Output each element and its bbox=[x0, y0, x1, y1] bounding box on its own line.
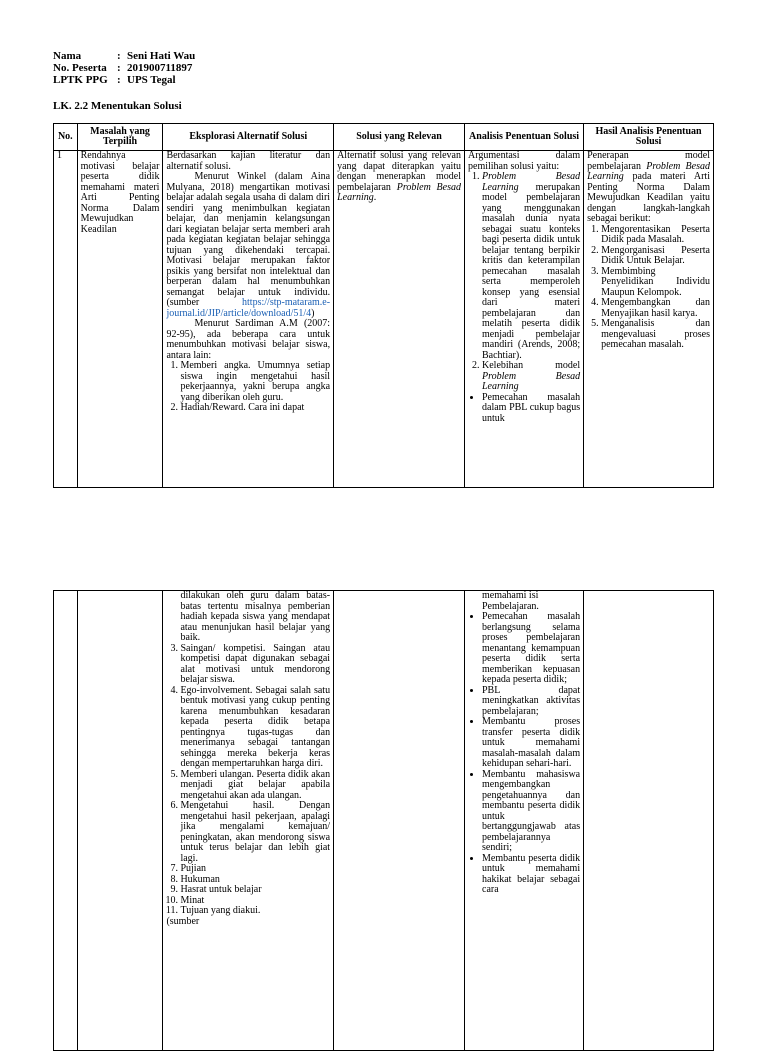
peserta-label: No. Peserta bbox=[53, 62, 107, 74]
list-item: 4. Ego-involvement. Sebagai salah satu bentuk motivasi yang cukup penting karena menumbuhkan kesadaran kepada peserta didik betapa pentingnya tugas-tugas dan menerimanya sebagai tantangan sehingga mereka bekerja keras dengan mempertaruhkan harga diri. bbox=[180, 686, 330, 770]
motivation-list bbox=[166, 644, 330, 917]
list-item: 5. Memberi ulangan. Peserta didik akan menjadi giat belajar apabila mengetahui akan ada ulangan. bbox=[180, 770, 330, 802]
nama-label: Nama bbox=[53, 50, 82, 62]
list-item: 11. Tujuan yang diakui. bbox=[180, 906, 330, 917]
cell-eksplorasi: dilakukan oleh guru dalam batas-batas tertentu misalnya pemberian hadiah kepada siswa yang mendapat atau menunjukan hasil belajar yang baik. 3. Saingan/ kompetisi. Saingan atau kompetisi dapat digunakan sebagai alat motivasi untuk mendorong belajar siswa. 4. Ego-involvement. Sebagai salah satu bentuk motivasi yang cukup penting karena menumbuhkan kesadaran kepada peserta didik betapa pentingnya tugas-tugas dan menerimanya sebagai tantangan sehingga mereka bekerja keras dengan mempertaruhkan harga diri. 5. Memberi ulangan. Peserta didik akan menjadi giat belajar apabila mengetahui akan ada ulangan. 6. Mengetahui hasil. Dengan mengetahui hasil pekerjaan, apalagi jika mengalami kemajuan/ peningkatan, akan mendorong siswa untuk terus belajar dan lebih giat lagi. 7. Pujian 8. Hukuman 9. Hasrat untuk belajar 10. Minat 11. Tujuan yang diakui. (sumber bbox=[163, 591, 334, 1051]
list-item: • PBL dapat meningkatkan aktivitas pembelajaran; bbox=[482, 686, 580, 718]
list-item: 4. Mengembangkan dan Menyajikan hasil karya. bbox=[601, 298, 710, 319]
peserta-value: 201900711897 bbox=[127, 62, 193, 74]
cell-solusi bbox=[334, 591, 465, 1051]
col-header-no: No. bbox=[54, 124, 78, 151]
col-header-hasil: Hasil Analisis Penentuan Solusi bbox=[584, 124, 714, 151]
list-item: 2. Mengorganisasi Peserta Didik Untuk Belajar. bbox=[601, 246, 710, 267]
list-item: • Pemecahan masalah dalam PBL cukup bagus untuk bbox=[482, 393, 580, 425]
list-item: 3. Saingan/ kompetisi. Saingan atau kompetisi dapat digunakan sebagai alat motivasi untuk mendorong belajar siswa. bbox=[180, 644, 330, 686]
document-page-2 bbox=[0, 590, 768, 1024]
list-item: • Pemecahan masalah berlangsung selama proses pembelajaran menantang kemampuan peserta didik serta memberikan kepuasan kepada peserta didik; bbox=[482, 612, 580, 686]
steps-list bbox=[587, 225, 710, 351]
cell-masalah: Rendahnya motivasi belajar peserta didik memahami materi Arti Penting Norma Dalam Mewujudkan Keadilan bbox=[77, 151, 163, 488]
page-title: LK. 2.2 Menentukan Solusi bbox=[53, 100, 182, 112]
cell-hasil bbox=[584, 591, 714, 1051]
table-row bbox=[54, 591, 714, 1051]
lptk-label: LPTK PPG bbox=[53, 74, 108, 86]
col-header-solusi: Solusi yang Relevan bbox=[334, 124, 465, 151]
list-item: 1. Mengorentasikan Peserta Didik pada Masalah. bbox=[601, 225, 710, 246]
list-item: • Membantu proses transfer peserta didik untuk memahami masalah-masalah dalam kehidupan sehari-hari. bbox=[482, 717, 580, 770]
list-item: 10. Minat bbox=[180, 896, 330, 907]
table-row bbox=[54, 151, 714, 488]
list-item: 8. Hukuman bbox=[180, 875, 330, 886]
motivation-list bbox=[166, 361, 330, 414]
lptk-value: UPS Tegal bbox=[127, 74, 176, 86]
cell-hasil: Penerapan model pembelajaran Problem Besad Learning pada materi Arti Penting Norma Dalam Mewujudkan Keadilan yaitu dengan langkah-langkah sebagai berikut: 1. Mengorentasikan Peserta Didik pada Masalah. 2. Mengorganisasi Peserta Didik Untuk Belajar. 3. Membimbing Penyelidikan Individu Maupun Kelompok. 4. Mengembangkan dan Menyajikan hasil karya. 5. Menganalisis dan mengevaluasi proses pemecahan masalah. bbox=[584, 151, 714, 488]
list-item: 7. Pujian bbox=[180, 864, 330, 875]
page-gap bbox=[0, 520, 768, 590]
cell-no bbox=[54, 591, 78, 1051]
source-link[interactable]: https://stp-mataram.e-journal.id/JIP/article/download/51/4 bbox=[166, 297, 331, 319]
cell-no: 1 bbox=[54, 151, 78, 488]
solution-table-continued bbox=[53, 590, 714, 1051]
cell-analisis: Argumentasi dalam pemilihan solusi yaitu: 1. Problem Besad Learning merupakan model pembelajaran yang menggunakan masalah dunia nyata sebagai suatu konteks bagi peserta didik untuk belajar tentang berpikir kritis dan keterampilan pemecahan masalah serta memperoleh konsep yang esensial dari materi pembelajaran dan melatih peserta didik menjadi pembelajar mandiri (Arends, 2008; Bachtiar). 2. Kelebihan model Problem Besad Learning • Pemecahan masalah dalam PBL cukup bagus untuk bbox=[465, 151, 584, 488]
cell-analisis: memahami isi Pembelajaran. • Pemecahan masalah berlangsung selama proses pembelajaran menantang kemampuan peserta didik serta memberikan kepuasan kepada peserta didik; • PBL dapat meningkatkan aktivitas pembelajaran; • Membantu proses transfer peserta didik untuk memahami masalah-masalah dalam kehidupan sehari-hari. • Membantu mahasiswa mengembangkan pengetahuannya dan membantu peserta didik untuk bertanggungjawab atas pembelajarannya sendiri; • Membantu peserta didik untuk memahami hakikat belajar sebagai cara bbox=[465, 591, 584, 1051]
list-item: 6. Mengetahui hasil. Dengan mengetahui hasil pekerjaan, apalagi jika mengalami kemajuan/ peningkatan, akan mendorong siswa untuk terus belajar dan lebih giat lagi. bbox=[180, 801, 330, 864]
table-header-row bbox=[54, 124, 714, 151]
col-header-eksplorasi: Eksplorasi Alternatif Solusi bbox=[163, 124, 334, 151]
col-header-analisis: Analisis Penentuan Solusi bbox=[465, 124, 584, 151]
list-item: 1. Problem Besad Learning merupakan model pembelajaran yang menggunakan masalah dunia nyata sebagai suatu konteks bagi peserta didik untuk belajar tentang berpikir kritis dan keterampilan pemecahan masalah serta memperoleh konsep yang esensial dari materi pembelajaran dan melatih peserta didik menjadi pembelajar mandiri (Arends, 2008; Bachtiar). bbox=[482, 172, 580, 361]
list-item: • Membantu peserta didik untuk memahami hakikat belajar sebagai cara bbox=[482, 854, 580, 896]
list-item: 2. Kelebihan model Problem Besad Learning bbox=[482, 361, 580, 393]
cell-masalah bbox=[77, 591, 163, 1051]
list-item: • Membantu mahasiswa mengembangkan pengetahuannya dan membantu peserta didik untuk bertanggungjawab atas pembelajarannya sendiri; bbox=[482, 770, 580, 854]
list-item: 2. Hadiah/Reward. Cara ini dapat bbox=[180, 403, 330, 414]
solution-table bbox=[53, 123, 714, 488]
list-item: 5. Menganalisis dan mengevaluasi proses pemecahan masalah. bbox=[601, 319, 710, 351]
cell-solusi: Alternatif solusi yang relevan yang dapat diterapkan yaitu dengan menerapkan model pembelajaran Problem Besad Learning. bbox=[334, 151, 465, 488]
col-header-masalah: Masalah yang Terpilih bbox=[77, 124, 163, 151]
document-page-1 bbox=[0, 0, 768, 520]
list-item: 1. Memberi angka. Umumnya setiap siswa ingin mengetahui hasil pekerjaannya, yakni berupa angka yang diberikan oleh guru. bbox=[180, 361, 330, 403]
cell-eksplorasi: Berdasarkan kajian literatur dan alternatif solusi. Menurut Winkel (dalam Aina Mulyana, 2018) mengartikan motivasi belajar adalah segala usaha di dalam diri sendiri yang menimbulkan kegiatan belajar, dan menjamin kelangsungan dari kegiatan belajar serta memberi arah pada kegiatan kegiatan belajar sehingga tujuan yang dikehendaki tercapai. Motivasi belajar merupakan faktor psikis yang bersifat non intelektual dan berperan dalam hal menumbuhkan semangat belajar untuk individu. (sumber https://stp-mataram.e-journal.id/JIP/article/download/51/4) Menurut Sardiman A.M (2007: 92-95), ada beberapa cara untuk menumbuhkan motivasi belajar siswa, antara lain: 1. Memberi angka. Umumnya setiap siswa ingin mengetahui hasil pekerjaannya, yakni berupa angka yang diberikan oleh guru. 2. Hadiah/Reward. Cara ini dapat bbox=[163, 151, 334, 488]
nama-value: Seni Hati Wau bbox=[127, 50, 196, 62]
list-item: 3. Membimbing Penyelidikan Individu Maupun Kelompok. bbox=[601, 267, 710, 299]
list-item: 9. Hasrat untuk belajar bbox=[180, 885, 330, 896]
identity-block: Nama : Seni Hati Wau No. Peserta : 201900711897 LPTK PPG : UPS Tegal bbox=[53, 50, 196, 86]
